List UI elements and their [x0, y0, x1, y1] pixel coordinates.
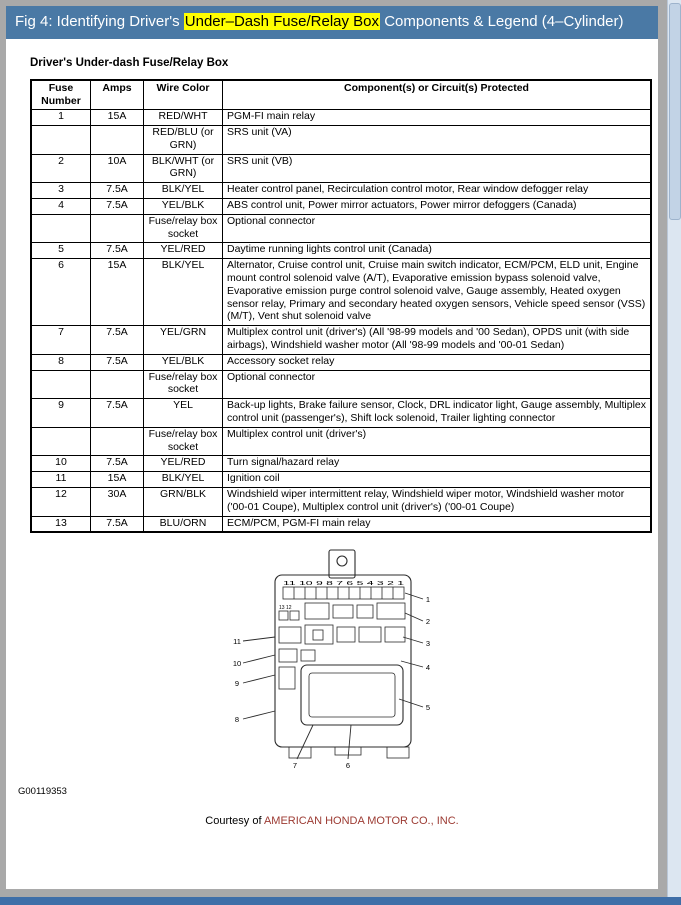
- diagram-section: [6, 547, 658, 799]
- fuse-position-labels: 11 10 9 8 7 6 5 4 3 2 1: [283, 581, 405, 588]
- table-row: [31, 259, 651, 326]
- section-title: Driver's Under-dash Fuse/Relay Box: [30, 57, 229, 69]
- table-cell: [91, 125, 144, 154]
- fuse-table-body: [31, 110, 651, 533]
- callout-label: 8: [234, 715, 240, 725]
- table-cell: Turn signal/hazard relay: [223, 456, 652, 472]
- table-cell: Fuse/relay box socket: [144, 427, 223, 456]
- table-cell: 7.5A: [91, 516, 144, 532]
- callout-line: [243, 675, 275, 683]
- table-cell: Ignition coil: [223, 472, 652, 488]
- table-cell: Alternator, Cruise control unit, Cruise main switch indicator, ECM/PCM, ELD unit, Engine mount control solenoid valve (A/T), Evaporative emission bypass solenoid valve, Evaporative emission purge control solenoid valve, Gauge assembly, Heated oxygen sensor relay, Primary and secondary heated oxygen sensors, Vehicle speed sensor (VSS) (M/T), Vent shut solenoid valve: [223, 259, 652, 326]
- table-cell: YEL/RED: [144, 243, 223, 259]
- table-cell: 10: [31, 456, 91, 472]
- table-row: [31, 370, 651, 399]
- table-cell: BLK/WHT (or GRN): [144, 154, 223, 183]
- table-cell: 10A: [91, 154, 144, 183]
- callout-line: [243, 655, 275, 663]
- table-cell: PGM-FI main relay: [223, 110, 652, 126]
- table-row: [31, 125, 651, 154]
- table-cell: YEL: [144, 399, 223, 428]
- table-cell: 4: [31, 198, 91, 214]
- table-row: [31, 399, 651, 428]
- small-fuse-block: [279, 605, 299, 620]
- fuse-strip: [283, 581, 405, 599]
- courtesy-line: [6, 815, 658, 827]
- table-cell: Optional connector: [223, 214, 652, 243]
- table-cell: 30A: [91, 487, 144, 516]
- table-row: [31, 472, 651, 488]
- table-cell: 7.5A: [91, 183, 144, 199]
- table-cell: 11: [31, 472, 91, 488]
- table-cell: 8: [31, 354, 91, 370]
- side-fuse-labels: 13 12: [279, 605, 292, 612]
- table-cell: Windshield wiper intermittent relay, Windshield wiper motor, Windshield washer motor ('00-01 Coupe), Multiplex control unit (driver's) ('00-01 Coupe): [223, 487, 652, 516]
- table-cell: Accessory socket relay: [223, 354, 652, 370]
- callout-label: 5: [425, 703, 431, 713]
- table-cell: Heater control panel, Recirculation control motor, Rear window defogger relay: [223, 183, 652, 199]
- table-cell: 12: [31, 487, 91, 516]
- table-cell: YEL/GRN: [144, 326, 223, 355]
- callout-label: 6: [345, 761, 351, 771]
- table-cell: Optional connector: [223, 370, 652, 399]
- table-cell: 15A: [91, 259, 144, 326]
- table-cell: SRS unit (VB): [223, 154, 652, 183]
- table-row: [31, 154, 651, 183]
- bottom-scrollbar[interactable]: [0, 897, 681, 905]
- col-header-components: Component(s) or Circuit(s) Protected: [223, 80, 652, 110]
- table-cell: 2: [31, 154, 91, 183]
- table-cell: [91, 370, 144, 399]
- callout-line: [405, 613, 423, 621]
- table-cell: 7.5A: [91, 198, 144, 214]
- callout-label: 11: [233, 637, 241, 647]
- table-cell: Daytime running lights control unit (Canada): [223, 243, 652, 259]
- table-cell: 7.5A: [91, 456, 144, 472]
- table-cell: Fuse/relay box socket: [144, 370, 223, 399]
- table-cell: YEL/BLK: [144, 354, 223, 370]
- table-cell: 13: [31, 516, 91, 532]
- table-cell: 7.5A: [91, 326, 144, 355]
- figure-caption-bar: [6, 6, 658, 39]
- scrollbar-thumb[interactable]: [669, 3, 681, 220]
- callout-label: 10: [232, 659, 242, 669]
- table-cell: 7: [31, 326, 91, 355]
- table-cell: [31, 214, 91, 243]
- table-cell: YEL/BLK: [144, 198, 223, 214]
- part-number: G00119353: [18, 786, 67, 798]
- table-cell: 7.5A: [91, 399, 144, 428]
- table-row: [31, 516, 651, 532]
- callout-label: 2: [425, 617, 431, 627]
- table-row: [31, 214, 651, 243]
- callout-label: 9: [234, 679, 240, 689]
- table-cell: ABS control unit, Power mirror actuators, Power mirror defoggers (Canada): [223, 198, 652, 214]
- vertical-scrollbar[interactable]: [667, 0, 681, 897]
- table-cell: ECM/PCM, PGM-FI main relay: [223, 516, 652, 532]
- document-content: [6, 39, 658, 827]
- table-header-row: [31, 80, 651, 110]
- table-cell: BLU/ORN: [144, 516, 223, 532]
- table-row: [31, 110, 651, 126]
- table-cell: Multiplex control unit (driver's) (All '98-99 models and '00 Sedan), OPDS unit (with side airbags), Windshield washer motor (All '98-99 models and '00-01 Sedan): [223, 326, 652, 355]
- table-cell: BLK/YEL: [144, 183, 223, 199]
- callout-label: 4: [425, 663, 431, 673]
- table-row: [31, 487, 651, 516]
- table-cell: BLK/YEL: [144, 472, 223, 488]
- document-page: [6, 6, 658, 889]
- callout-line: [243, 637, 275, 641]
- table-cell: Back-up lights, Brake failure sensor, Clock, DRL indicator light, Gauge assembly, Multiplex control unit (passenger's), Shift lock solenoid, Trailer lighting connector: [223, 399, 652, 428]
- callout-label: 1: [425, 595, 431, 605]
- table-row: [31, 183, 651, 199]
- table-cell: [31, 370, 91, 399]
- table-cell: RED/BLU (or GRN): [144, 125, 223, 154]
- table-row: [31, 243, 651, 259]
- table-cell: [91, 214, 144, 243]
- table-cell: [91, 427, 144, 456]
- caption-highlight: Under–Dash Fuse/Relay Box: [184, 13, 380, 30]
- table-cell: 7.5A: [91, 354, 144, 370]
- table-cell: 3: [31, 183, 91, 199]
- relay-blocks: [279, 603, 405, 725]
- callouts: [233, 593, 430, 770]
- table-cell: Fuse/relay box socket: [144, 214, 223, 243]
- table-row: [31, 427, 651, 456]
- callout-line: [401, 661, 423, 667]
- table-cell: BLK/YEL: [144, 259, 223, 326]
- table-cell: 5: [31, 243, 91, 259]
- callout-label: 3: [425, 639, 431, 649]
- courtesy-prefix: Courtesy of: [205, 815, 264, 828]
- table-cell: [31, 125, 91, 154]
- table-cell: 15A: [91, 110, 144, 126]
- table-row: [31, 456, 651, 472]
- table-cell: 9: [31, 399, 91, 428]
- table-row: [31, 354, 651, 370]
- table-cell: 15A: [91, 472, 144, 488]
- col-header-fuse-number: Fuse Number: [31, 80, 91, 110]
- fuse-table: [30, 79, 652, 533]
- table-cell: [31, 427, 91, 456]
- table-cell: Multiplex control unit (driver's): [223, 427, 652, 456]
- table-row: [31, 326, 651, 355]
- callout-line: [405, 593, 423, 599]
- caption-text-prefix: Fig 4: Identifying Driver's: [15, 13, 184, 30]
- fusebox-diagram-svg: [217, 547, 447, 777]
- callout-line: [243, 711, 275, 719]
- table-cell: 1: [31, 110, 91, 126]
- callout-label: 7: [292, 761, 298, 771]
- table-cell: 7.5A: [91, 243, 144, 259]
- table-cell: 6: [31, 259, 91, 326]
- table-cell: GRN/BLK: [144, 487, 223, 516]
- callout-line: [403, 637, 423, 643]
- table-cell: SRS unit (VA): [223, 125, 652, 154]
- table-cell: YEL/RED: [144, 456, 223, 472]
- fusebox-outline: [275, 550, 411, 747]
- callout-line: [348, 725, 351, 759]
- col-header-amps: Amps: [91, 80, 144, 110]
- courtesy-company-link[interactable]: AMERICAN HONDA MOTOR CO., INC.: [263, 815, 459, 828]
- table-row: [31, 198, 651, 214]
- table-cell: RED/WHT: [144, 110, 223, 126]
- col-header-wire-color: Wire Color: [144, 80, 223, 110]
- caption-text-suffix: Components & Legend (4–Cylinder): [380, 13, 624, 30]
